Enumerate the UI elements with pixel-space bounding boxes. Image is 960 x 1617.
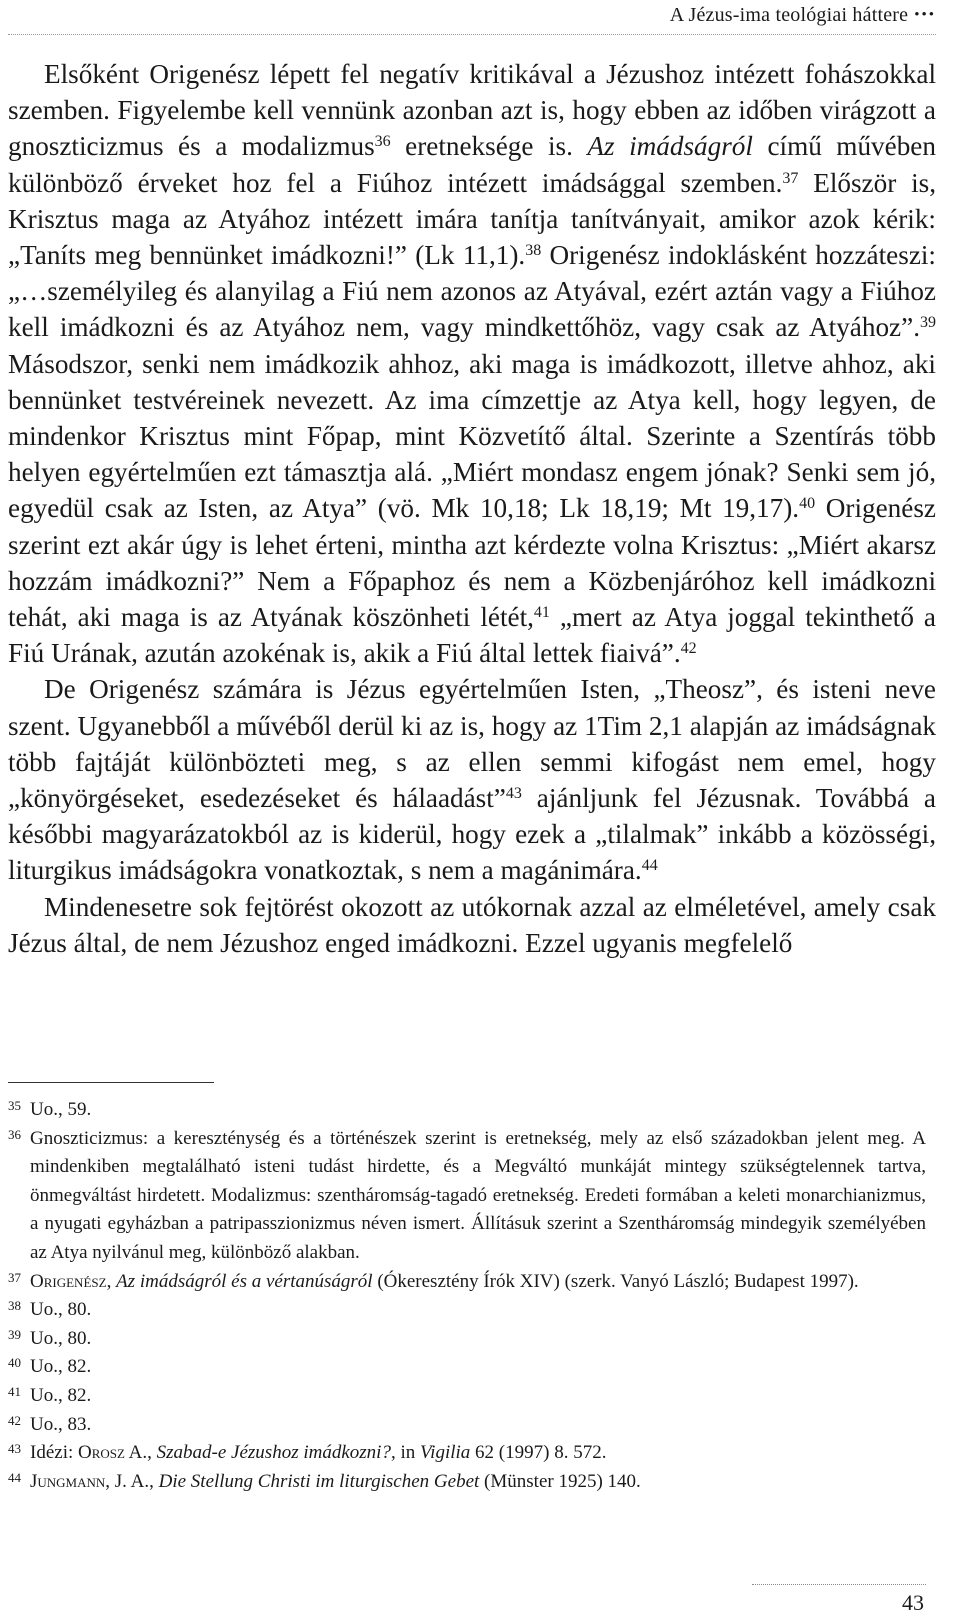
footnote-text: Uo., 59.	[30, 1099, 92, 1120]
footnote-ref-37[interactable]: 37	[782, 169, 799, 187]
footnote-number: 37	[8, 1269, 21, 1285]
paragraph-1	[8, 56, 936, 671]
footnote-ref-44[interactable]: 44	[641, 857, 658, 875]
footnote-number: 39	[8, 1326, 21, 1342]
footnote-text: ,	[149, 1470, 159, 1492]
footnote-44	[8, 1468, 926, 1497]
text-run: című művében különböző érveket hoz fel a Fiúhoz intézett imádsággal szemben.	[8, 131, 936, 198]
text-run: ajánljunk fel Jézusnak. Továbbá a későbbi magyarázatokból az is kiderül, hogy ezek a „tilalmak” inkább a közösségi, liturgikus imádságokra vonatkoztak, s nem a magánimára.	[8, 783, 936, 886]
footnote-number: 35	[8, 1098, 21, 1113]
page-number: 43	[902, 1590, 924, 1615]
footnote-42	[8, 1411, 926, 1440]
text-run: Másodszor, senki nem imádkozik ahhoz, aki maga is imádkozott, illetve ahhoz, aki bennünket testvéreinek nevezett. Az ima címzettje az Atya kell, hogy legyen, de mindenkor Krisztus mint Főpap, mint Közvetítő által. Szerinte a Szentírás több helyen egyértelműen ezt támasztja alá. „Miért mondasz engem jónak? Senki sem jó, egyedül csak az Isten, az Atya” (vö. Mk 10,18; Lk 18,19; Mt 19,17).	[8, 348, 936, 524]
text-run: Origenész indoklásként hozzáteszi: „…személyileg és alanyilag a Fiú nem azonos az Atyával, ezért aztán vagy a Fiúhoz kell imádkozni és az Atyához nem, vagy mindkettőhöz, vagy csak az Atyához”.	[8, 240, 936, 343]
footnote-text: Uo., 80.	[30, 1327, 92, 1349]
footnote-text: (Ókeresztény Írók XIV) (szerk. Vanyó László; Budapest 1997).	[372, 1270, 859, 1292]
footnote-work-title: Az imádságról és a vértanúságról	[116, 1270, 373, 1292]
footnote-number: 38	[8, 1298, 21, 1314]
footnote-number: 43	[8, 1441, 21, 1457]
footnote-text: ,	[147, 1442, 157, 1464]
footnote-work-title: Die Stellung Christi im liturgischen Gebet	[158, 1470, 480, 1492]
footnote-ref-39[interactable]: 39	[920, 314, 936, 332]
footnote-ref-41[interactable]: 41	[533, 604, 550, 622]
footnote-separator	[8, 1082, 214, 1083]
footnote-number: 44	[8, 1469, 21, 1485]
footnote-text: Gnoszticizmus: a kereszténység és a történészek szerint is eretnekség, mely az első századokban jelent meg. A mindenkiben megtalálható isteni tudást hirdette, és a Megváltó munkáját mintegy szükségtelennek tartva, önmegváltást hirdetett. Modalizmus: szentháromság-tagadó eretnekség. Eredeti formában a keleti monarchianizmus, a nyugati egyházban a patripasszionizmus néven ismert. Állításuk szerint a Szentháromság mindegyik személyében az Atya nyilvánul meg, különböző alakban.	[30, 1127, 926, 1263]
footnote-ref-40[interactable]: 40	[799, 495, 816, 513]
footnote-text: Uo., 82.	[30, 1356, 92, 1378]
text-run: Elsőként Origenész lépett fel negatív kritikával a Jézushoz intézett fohászokkal szemben. Figyelembe kell vennünk azonban azt is, hogy ebben az időben virágzott a gnoszticizmus és a modalizmus	[8, 59, 936, 162]
footnote-author: Jungmann, J. A.	[30, 1470, 150, 1492]
footnote-text: Idézi:	[30, 1442, 79, 1464]
footnote-ref-36[interactable]: 36	[374, 133, 391, 151]
footnote-36	[8, 1125, 926, 1268]
footnote-author: Orosz A.	[78, 1442, 148, 1464]
footnote-ref-43[interactable]: 43	[505, 785, 522, 803]
footnote-number: 42	[8, 1412, 21, 1428]
running-header	[8, 0, 936, 35]
footnote-text: ,	[106, 1270, 117, 1292]
footnote-text: Uo., 82.	[30, 1384, 92, 1406]
footnote-number: 41	[8, 1383, 21, 1399]
running-header-title	[670, 4, 936, 27]
footnote-text: 62 (1997) 8. 572.	[470, 1442, 607, 1464]
footnote-40	[8, 1353, 926, 1382]
footnote-38	[8, 1296, 926, 1325]
running-header-text: A Jézus-ima teológiai háttere	[669, 4, 909, 26]
footnote-text: , in	[390, 1442, 420, 1464]
footnote-work-title: Szabad-e Jézushoz imádkozni?	[156, 1442, 391, 1464]
footnote-ref-38[interactable]: 38	[525, 242, 542, 260]
paragraph-2	[8, 671, 936, 888]
footnote-43	[8, 1439, 926, 1468]
footnote-text: Uo., 80.	[30, 1299, 92, 1321]
footnote-text: (Münster 1925) 140.	[479, 1470, 641, 1492]
body-text	[8, 56, 936, 961]
paragraph-3: Mindenesetre sok fejtörést okozott az utókornak azzal az elméletével, amely csak Jézus által, de nem Jézushoz enged imádkozni. Ezzel ugyanis megfelelő	[8, 891, 936, 958]
work-title: Az imádságról	[587, 131, 753, 162]
footnote-ref-42[interactable]: 42	[680, 640, 697, 658]
footnote-number: 36	[8, 1126, 21, 1142]
header-ornament-icon: •••	[914, 7, 936, 23]
text-run: Először is, Krisztus maga az Atyához intézett imára tanítja tanítványait, amikor azok kérik: „Taníts meg bennünket imádkozni!” (Lk 11,1).	[8, 167, 936, 271]
footnote-text: Uo., 83.	[30, 1413, 92, 1435]
text-run: eretneksége is.	[390, 131, 588, 162]
footnote-39	[8, 1325, 926, 1354]
footnote-author: Origenész	[30, 1270, 107, 1292]
text-run: Origenész szerint ezt akár úgy is lehet érteni, mintha azt kérdezte volna Krisztus: „Miért akarsz hozzám imádkozni?” Nem a Főpaphoz és nem a Közbenjáróhoz kell imádkozni tehát, aki maga is az Atyának köszönheti létét,	[8, 493, 936, 633]
footnote-number: 40	[8, 1355, 21, 1371]
footnote-41	[8, 1382, 926, 1411]
page-number-rule	[752, 1584, 926, 1585]
footnote-journal: Vigilia	[419, 1442, 471, 1464]
footnote-37	[8, 1268, 926, 1297]
text-run: „mert az Atya joggal tekinthető a Fiú Urának, azután azokénak is, akik a Fiú által lettek fiaivá”.	[8, 602, 936, 669]
text-run: De Origenész számára is Jézus egyértelműen Isten, „Theosz”, és isteni neve szent. Ugyanebből a művéből derül ki az is, hogy az 1Tim 2,1 alapján az imádságnak több fajtáját különbözteti meg, s az ellen semmi kifogást nem emel, hogy „könyörgéseket, esedezéseket és hálaadást”	[8, 674, 936, 814]
footnote-35	[8, 1096, 926, 1125]
footnotes	[8, 1096, 926, 1496]
